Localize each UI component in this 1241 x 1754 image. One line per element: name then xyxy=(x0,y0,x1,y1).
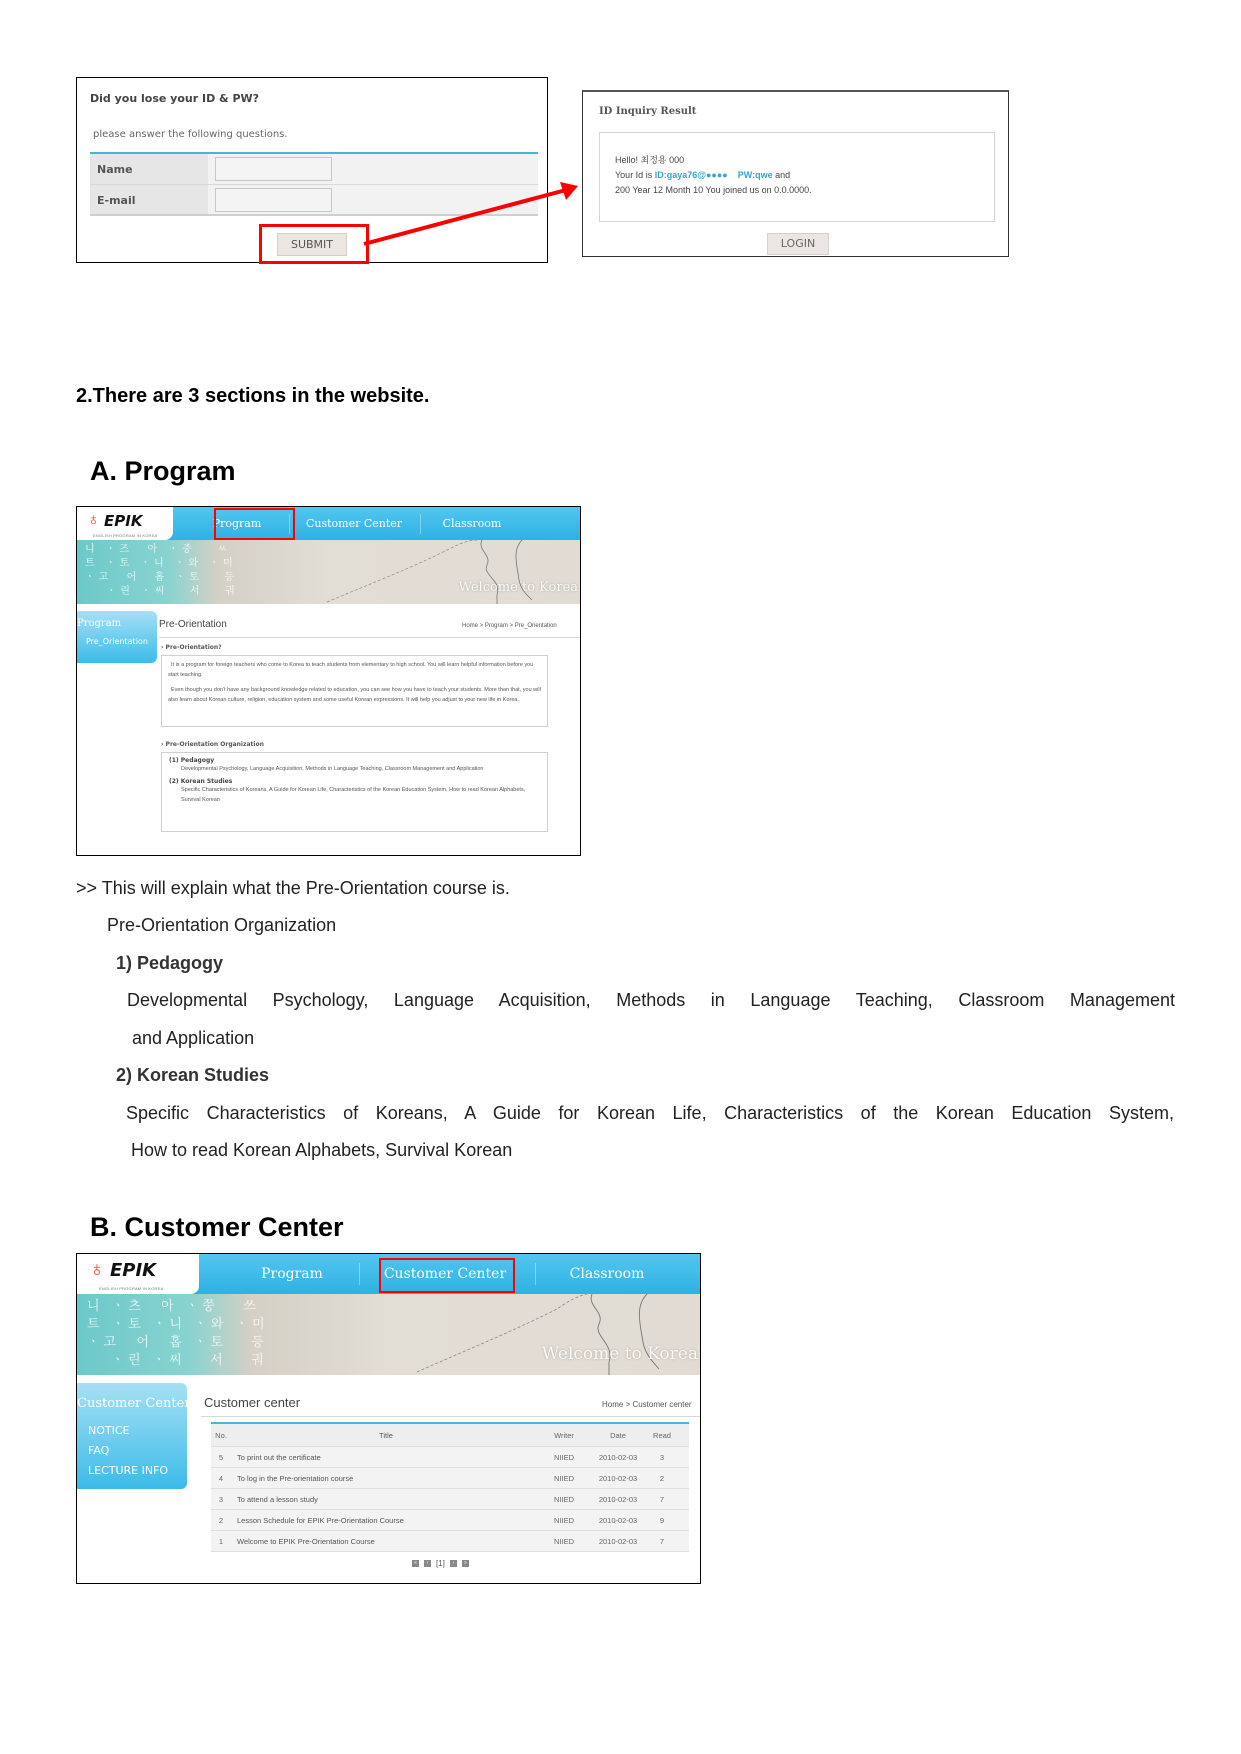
logo-text: EPIK xyxy=(110,1260,157,1281)
row-title-link[interactable]: Welcome to EPIK Pre-Orientation Course xyxy=(237,1536,375,1546)
submit-highlight-box xyxy=(259,224,369,264)
pedagogy-title: 1) Pedagogy xyxy=(116,953,224,973)
row-writer: NIIED xyxy=(553,1515,574,1525)
epik-logo-icon: ♁ xyxy=(89,1258,105,1281)
row-date: 2010-02-03 xyxy=(598,1515,638,1525)
korean-studies-title: 2) Korean Studies xyxy=(116,1065,270,1085)
banner-welcome-text: Welcome to Korea xyxy=(541,1344,698,1364)
form-subtitle: please answer the following questions. xyxy=(93,129,288,140)
hangul-row: ㆍ고 어 홉 ㆍ토 등 xyxy=(87,1335,268,1350)
sidebar-item-pre-orientation[interactable]: Pre_Orientation xyxy=(86,637,148,646)
sidebar-title: Customer Center xyxy=(77,1396,191,1411)
row-read: 9 xyxy=(659,1515,665,1525)
nav-classroom[interactable]: Classroom xyxy=(442,517,502,530)
hangul-row: ㆍ린 ㆍ씨 서 궈 xyxy=(85,586,239,597)
form-title: Did you lose your ID & PW? xyxy=(90,92,260,105)
hangul-row: 트 ㆍ토 ㆍ니 ㆍ와 ㆍ미 xyxy=(85,558,237,569)
pre-orientation-description xyxy=(161,655,548,727)
customer-center-sidebar xyxy=(77,1383,191,1489)
nav-separator xyxy=(359,1263,360,1285)
row-writer: NIIED xyxy=(553,1494,574,1504)
first-page-icon[interactable]: « xyxy=(412,1560,419,1567)
epik-logo xyxy=(77,1254,199,1294)
logo-subtitle: ENGLISH PROGRAM IN KOREA xyxy=(99,1286,164,1291)
row-date: 2010-02-03 xyxy=(598,1494,638,1504)
section-heading: 2.There are 3 sections in the website. xyxy=(76,385,430,407)
content-divider xyxy=(201,1416,701,1417)
hangul-row: 트 ㆍ토 ㆍ니 ㆍ와 ㆍ미 xyxy=(87,1317,269,1332)
row-no: 2 xyxy=(218,1515,224,1525)
arrow-line xyxy=(364,190,566,244)
epik-logo xyxy=(77,507,173,540)
pedagogy-line-2: and Application xyxy=(132,1028,255,1048)
pagination xyxy=(412,1559,469,1568)
organization-heading: › Pre-Orientation Organization xyxy=(161,741,264,748)
table-row[interactable] xyxy=(211,1468,689,1489)
nav-separator xyxy=(420,514,421,534)
header-no: No. xyxy=(215,1430,227,1440)
org-item-title: (1) Pedagogy xyxy=(169,757,215,764)
hangul-decoration xyxy=(85,543,239,599)
epik-logo-icon: ♁ xyxy=(87,510,100,529)
header-title: Title xyxy=(379,1430,393,1440)
result-message xyxy=(599,132,995,222)
row-no: 4 xyxy=(218,1473,224,1483)
row-read: 7 xyxy=(659,1494,665,1504)
welcome-banner xyxy=(77,1294,700,1375)
red-arrow xyxy=(360,180,582,250)
sidebar-item-notice[interactable]: NOTICE xyxy=(88,1424,130,1437)
program-heading: A. Program xyxy=(90,456,236,486)
row-read: 7 xyxy=(659,1536,665,1546)
row-read: 2 xyxy=(659,1473,665,1483)
content-title: Customer center xyxy=(204,1395,301,1410)
pw-value: PW:qwe xyxy=(737,170,773,180)
org-item-desc: Developmental Psychology, Language Acquisition, Methods in Language Teaching, Classroom Management and Application xyxy=(181,766,484,772)
hangul-row: ㆍ고 어 홉 ㆍ토 등 xyxy=(85,572,239,583)
nav-customer-center[interactable]: Customer Center xyxy=(305,517,403,530)
content-divider xyxy=(159,637,581,638)
logo-text: EPIK xyxy=(104,512,143,530)
org-item-desc: Specific Characteristics of Koreans, A Guide for Korean Life, Characteristics of the Korean Education System, How to read Korean Alphabets, Survival Korean xyxy=(181,787,526,803)
program-sidebar xyxy=(77,611,157,663)
row-title-link[interactable]: To log in the Pre-orientation course xyxy=(237,1473,354,1483)
header-date: Date xyxy=(610,1430,626,1440)
korean-studies-line-2: How to read Korean Alphabets, Survival Korean xyxy=(131,1140,513,1160)
id-prefix: Your Id is xyxy=(615,170,655,180)
table-row[interactable] xyxy=(211,1447,689,1468)
content-title: Pre-Orientation xyxy=(159,619,227,630)
email-label: E-mail xyxy=(90,185,208,214)
header-read: Read xyxy=(653,1430,671,1440)
name-label: Name xyxy=(90,154,208,184)
email-input[interactable] xyxy=(215,188,332,212)
last-page-icon[interactable]: » xyxy=(462,1560,469,1567)
logo-subtitle: ENGLISH PROGRAM IN KOREA xyxy=(93,533,158,538)
breadcrumb: Home > Customer center xyxy=(602,1400,692,1409)
row-read: 3 xyxy=(659,1452,665,1462)
row-title-link[interactable]: Lesson Schedule for EPIK Pre-Orientation Course xyxy=(237,1515,404,1525)
org-item-title: (2) Korean Studies xyxy=(169,778,233,785)
hangul-row: 니 ㆍ즈 아 ㆍ중 ㅆ xyxy=(85,544,231,555)
row-no: 1 xyxy=(218,1536,224,1546)
id-line xyxy=(615,168,994,183)
organization-title: Pre-Orientation Organization xyxy=(107,915,337,935)
next-page-icon[interactable]: › xyxy=(450,1560,457,1567)
row-date: 2010-02-03 xyxy=(598,1452,638,1462)
description-paragraph: Even though you don't have any background knowledge related to education, you can see how you have to teach your students. More than that, you will also learn about Korean culture, religion, education system and some useful Korean expressions. It will help you adjust to your new life in Korea. xyxy=(168,687,541,703)
hangul-row: 니 ㆍ츠 아 ㆍ쭝 쓰 xyxy=(87,1299,260,1314)
pedagogy-line-1: Developmental Psychology, Language Acquisition, Methods in Language Teaching, Classroom Management xyxy=(127,990,1175,1010)
row-title-link[interactable]: To attend a lesson study xyxy=(237,1494,318,1504)
header-writer: Writer xyxy=(554,1430,574,1440)
customer-center-highlight-box xyxy=(379,1258,515,1293)
current-page[interactable]: [1] xyxy=(436,1559,445,1568)
nav-program[interactable]: Program xyxy=(261,1266,323,1282)
sidebar-item-faq[interactable]: FAQ xyxy=(88,1444,110,1457)
notice-table xyxy=(211,1422,689,1552)
result-title: ID Inquiry Result xyxy=(599,106,697,117)
row-writer: NIIED xyxy=(553,1473,574,1483)
row-no: 3 xyxy=(218,1494,224,1504)
banner-welcome-text: Welcome to Korea xyxy=(458,580,578,595)
greeting-line: Hello! 최정용 000 xyxy=(615,155,685,165)
breadcrumb: Home > Program > Pre_Orientation xyxy=(462,623,557,629)
name-input[interactable] xyxy=(215,157,332,181)
row-writer: NIIED xyxy=(553,1452,574,1462)
customer-center-site-screenshot xyxy=(76,1253,701,1584)
joined-line: 200 Year 12 Month 10 You joined us on 0.0.0000. xyxy=(615,185,812,195)
prev-page-icon[interactable]: ‹ xyxy=(424,1560,431,1567)
id-value: ID:gaya76@●●●● xyxy=(654,170,728,180)
table-header xyxy=(211,1424,689,1447)
organization-list xyxy=(161,752,548,832)
program-highlight-box xyxy=(214,508,295,540)
table-row[interactable] xyxy=(211,1531,689,1552)
row-no: 5 xyxy=(218,1452,224,1462)
welcome-banner xyxy=(77,540,580,604)
row-title-link[interactable]: To print out the certificate xyxy=(237,1452,321,1462)
table-row[interactable] xyxy=(211,1510,689,1531)
hangul-row: ㆍ린 ㆍ씨 서 궈 xyxy=(87,1353,268,1368)
row-writer: NIIED xyxy=(553,1536,574,1546)
program-site-screenshot xyxy=(76,506,581,856)
customer-center-heading: B. Customer Center xyxy=(90,1212,344,1242)
table-row[interactable] xyxy=(211,1489,689,1510)
pre-orientation-heading: › Pre-Orientation? xyxy=(161,644,222,651)
row-date: 2010-02-03 xyxy=(598,1536,638,1546)
explain-text: >> This will explain what the Pre-Orientation course is. xyxy=(76,878,510,898)
korean-studies-line-1: Specific Characteristics of Koreans, A Guide for Korean Life, Characteristics of the Korean Education System, xyxy=(126,1103,1174,1123)
hangul-decoration xyxy=(87,1298,269,1370)
nav-program[interactable]: Program xyxy=(212,517,262,530)
nav-customer-center[interactable]: Customer Center xyxy=(383,1266,507,1282)
nav-classroom[interactable]: Classroom xyxy=(569,1266,645,1282)
id-suffix: and xyxy=(772,170,791,180)
sidebar-item-lecture-info[interactable]: LECTURE INFO xyxy=(88,1464,169,1477)
login-button[interactable]: LOGIN xyxy=(767,233,829,255)
description-paragraph: It is a program for foreign teachers who come to Korea to teach students from elementary to high school. You will learn helpful information before you start teaching. xyxy=(168,662,534,678)
id-inquiry-result xyxy=(582,90,1009,257)
sidebar-title: Program xyxy=(77,618,122,629)
nav-separator xyxy=(535,1263,536,1285)
submit-button[interactable]: SUBMIT xyxy=(277,233,347,256)
row-date: 2010-02-03 xyxy=(598,1473,638,1483)
